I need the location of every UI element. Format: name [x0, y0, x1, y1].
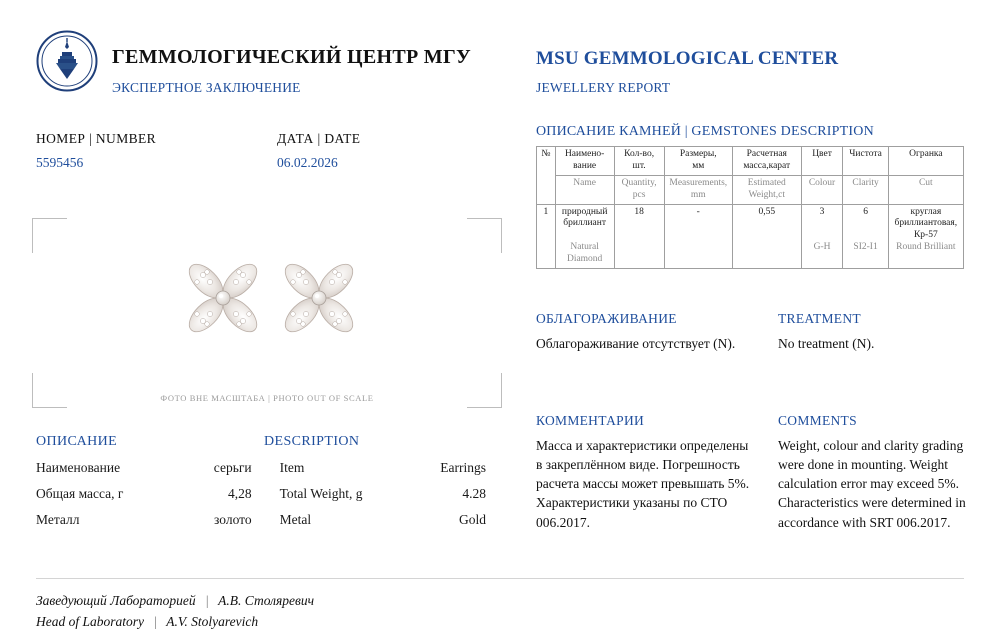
th-name-en: Name — [555, 175, 614, 204]
cell-clarity: 6 SI2-I1 — [843, 204, 888, 268]
signature-name-en: A.V. Stolyarevich — [166, 614, 259, 629]
date-label: ДАТА | DATE — [277, 131, 361, 146]
item-label-en: Item — [279, 460, 305, 475]
weight-value-ru: 4,28 — [228, 486, 252, 501]
date-value: 06.02.2026 — [277, 155, 338, 170]
th-quantity-en: Quantity, pcs — [614, 175, 664, 204]
comments-text-ru: Масса и характеристики определены в закреплённом виде. Погрешность расчета массы может превышать 5%. Характеристики указаны по СТО 006.2017. — [536, 438, 750, 530]
footer-divider — [36, 578, 964, 579]
signature-en — [36, 614, 258, 630]
number-label: НОМЕР | NUMBER — [36, 131, 157, 146]
table-row — [36, 507, 486, 533]
gemstones-table — [536, 146, 964, 269]
comments-title-en: COMMENTS — [778, 413, 857, 428]
metal-value-ru: золото — [214, 512, 252, 527]
photo-frame — [32, 218, 502, 408]
metal-label-ru: Металл — [36, 512, 80, 527]
item-label-ru: Наименование — [36, 460, 121, 475]
treatment-title-en: TREATMENT — [778, 311, 861, 326]
th-clarity-ru: Чистота — [843, 147, 888, 176]
table-row — [36, 455, 486, 481]
th-colour-en: Colour — [801, 175, 843, 204]
weight-label-en: Total Weight, g — [279, 486, 363, 501]
th-clarity-en: Clarity — [843, 175, 888, 204]
th-colour-ru: Цвет — [801, 147, 843, 176]
signature-role-en: Head of Laboratory — [36, 614, 144, 629]
gemstones-title: ОПИСАНИЕ КАМНЕЙ | GEMSTONES DESCRIPTION — [536, 124, 874, 139]
item-value-ru: серьги — [213, 460, 252, 475]
organization-title-en: MSU GEMMOLOGICAL CENTER — [536, 48, 839, 69]
signature-role-ru: Заведующий Лабораторией — [36, 593, 196, 608]
cell-measurements: - — [664, 204, 732, 268]
treatment-text-en: No treatment (N). — [778, 336, 875, 351]
msu-seal-logo — [36, 30, 98, 92]
th-name-ru: Наимено- вание — [555, 147, 614, 176]
signature-separator-en: | — [153, 614, 158, 629]
th-measurements-ru: Размеры, мм — [664, 147, 732, 176]
th-cut-en: Cut — [888, 175, 963, 204]
cell-colour: 3 G-H — [801, 204, 843, 268]
comments-text-en: Weight, colour and clarity grading were done in mounting. Weight calculation error may exceed 5%. Characteristics were determined in accordance with SRT 006.2017. — [778, 438, 966, 530]
frame-corner-top-right — [467, 218, 502, 253]
th-measurements-en: Measurements, mm — [664, 175, 732, 204]
signature-separator-ru: | — [205, 593, 209, 608]
description-table — [36, 455, 486, 533]
th-weight-en: Estimated Weight,ct — [732, 175, 801, 204]
cell-cut: круглая бриллиантовая, Кр-57 Round Brilliant — [888, 204, 963, 268]
th-no: № — [537, 147, 556, 205]
cell-weight: 0,55 — [732, 204, 801, 268]
table-header-row-ru — [537, 147, 964, 176]
table-header-row-en — [537, 175, 964, 204]
treatment-title-ru: ОБЛАГОРАЖИВАНИЕ — [536, 311, 677, 326]
metal-label-en: Metal — [279, 512, 312, 527]
th-quantity-ru: Кол-во, шт. — [614, 147, 664, 176]
treatment-text-ru: Облагораживание отсутствует (N). — [536, 336, 736, 351]
cell-name-ru: природный бриллиант Natural Diamond — [555, 204, 614, 268]
cell-no: 1 — [537, 204, 556, 268]
photo-caption: ФОТО ВНЕ МАСШТАБА | PHOTO OUT OF SCALE — [160, 393, 374, 403]
weight-value-en: 4.28 — [462, 486, 486, 501]
signature-name-ru: А.В. Столяревич — [218, 593, 315, 608]
report-subtitle-ru: ЭКСПЕРТНОЕ ЗАКЛЮЧЕНИЕ — [112, 80, 301, 95]
frame-corner-top-left — [32, 218, 67, 253]
description-title-en: DESCRIPTION — [264, 434, 360, 449]
metal-value-en: Gold — [459, 512, 486, 527]
cell-quantity: 18 — [614, 204, 664, 268]
description-title-ru: ОПИСАНИЕ — [36, 434, 118, 449]
th-weight-ru: Расчетная масса,карат — [732, 147, 801, 176]
signature-ru — [36, 593, 314, 609]
earrings-photo — [177, 248, 377, 348]
comments-title-ru: КОММЕНТАРИИ — [536, 413, 645, 428]
number-value: 5595456 — [36, 155, 84, 170]
table-row — [537, 204, 964, 268]
th-cut-ru: Огранка — [888, 147, 963, 176]
report-subtitle-en: JEWELLERY REPORT — [536, 80, 671, 95]
weight-label-ru: Общая масса, г — [36, 486, 124, 501]
organization-title-ru: ГЕММОЛОГИЧЕСКИЙ ЦЕНТР МГУ — [112, 46, 471, 68]
item-value-en: Earrings — [440, 460, 486, 475]
table-row — [36, 481, 486, 507]
